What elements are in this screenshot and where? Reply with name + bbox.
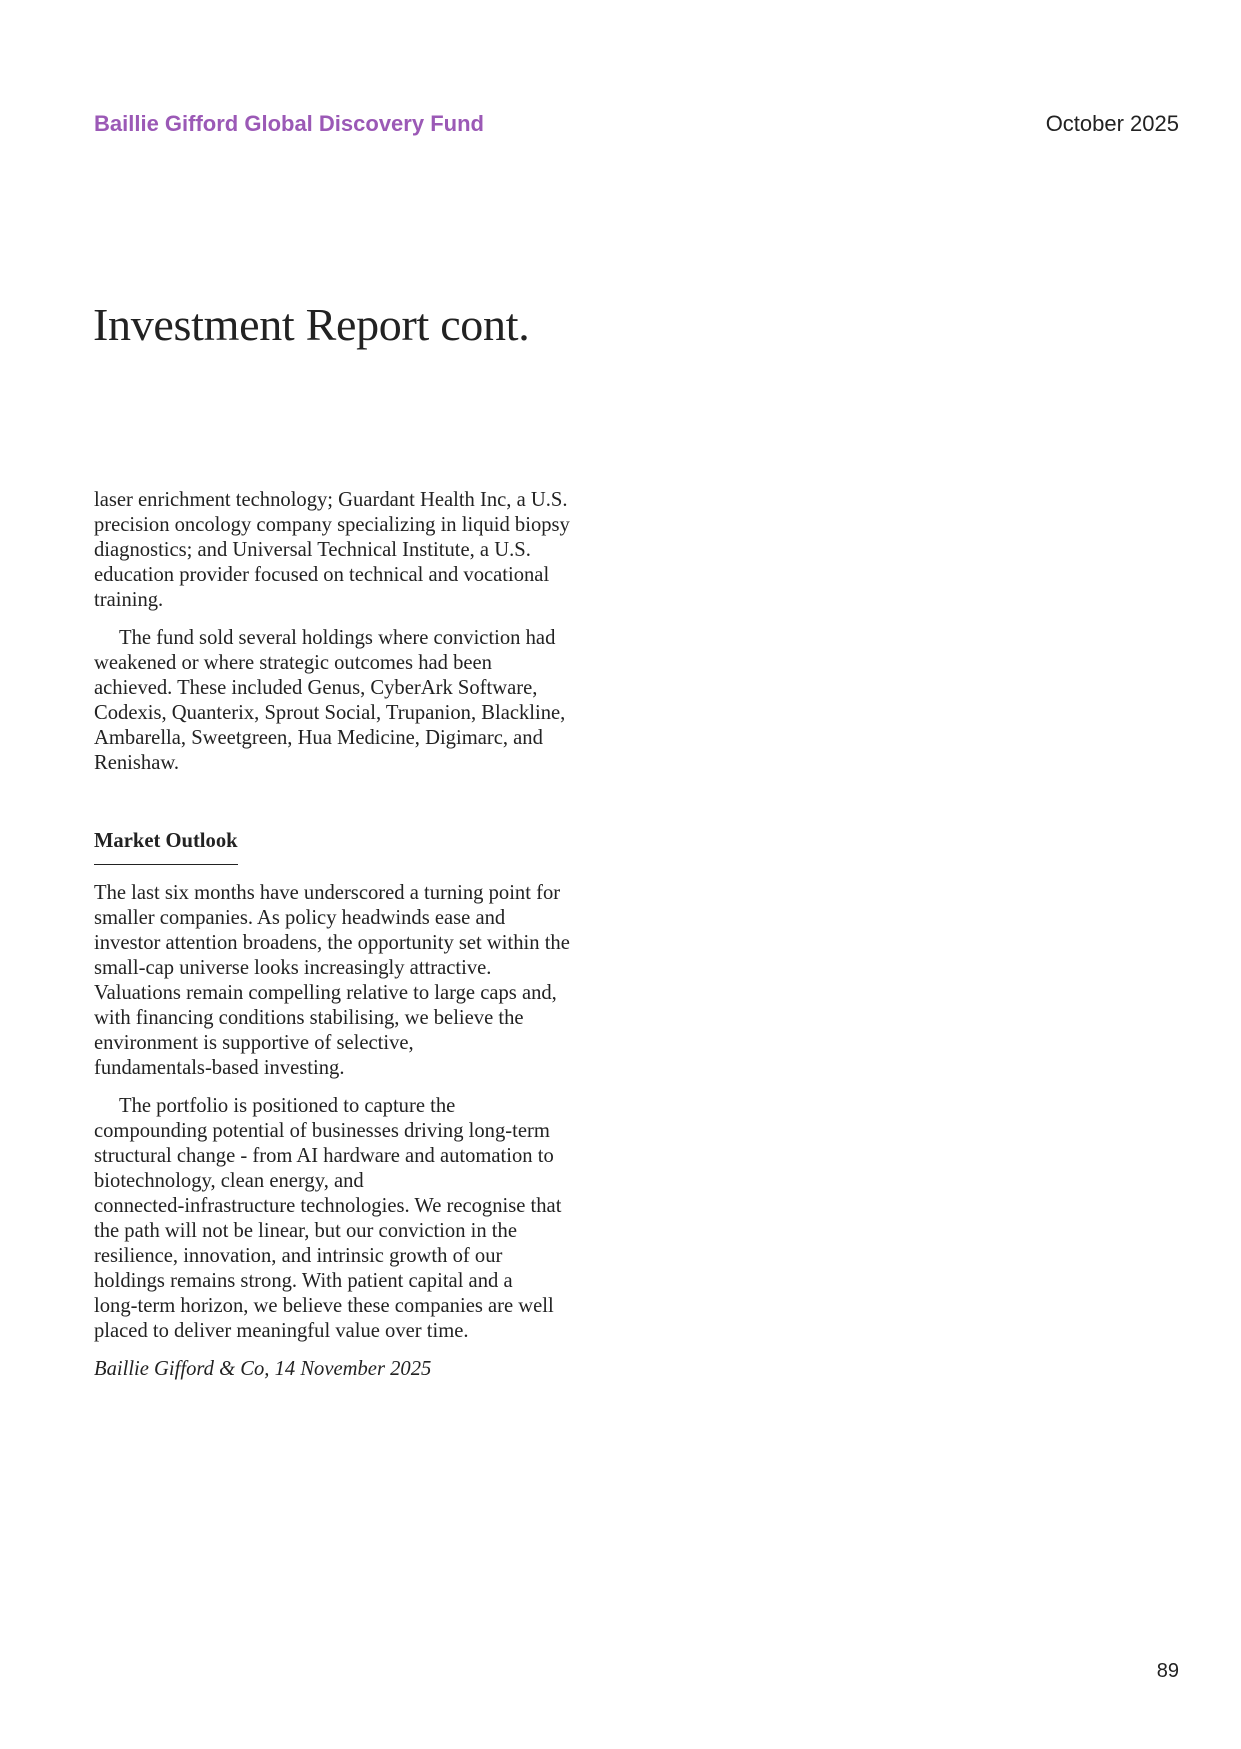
text-line: laser enrichment technology; Guardant Health Inc, a U.S.: [94, 489, 568, 511]
text-line: structural change - from AI hardware and automation to: [94, 1145, 554, 1167]
text-line: Ambarella, Sweetgreen, Hua Medicine, Digimarc, and: [94, 727, 543, 749]
section-heading: Market Outlook: [94, 829, 238, 865]
text-line: training.: [94, 589, 164, 611]
text-line: diagnostics; and Universal Technical Institute, a U.S.: [94, 539, 531, 561]
fund-name: Baillie Gifford Global Discovery Fund: [94, 111, 484, 136]
text-line: smaller companies. As policy headwinds ease and: [94, 907, 506, 929]
text-line: The fund sold several holdings where conviction had: [119, 627, 556, 649]
text-line: connected-infrastructure technologies. We recognise that: [94, 1195, 562, 1217]
text-line: the path will not be linear, but our conviction in the: [94, 1220, 517, 1242]
text-line: achieved. These included Genus, CyberArk Software,: [94, 677, 538, 699]
text-line: holdings remains strong. With patient capital and a: [94, 1270, 513, 1292]
paragraph-outlook: [94, 881, 634, 1081]
text-line: placed to deliver meaningful value over time.: [94, 1320, 469, 1342]
text-line: The portfolio is positioned to capture the: [119, 1095, 456, 1117]
text-line: environment is supportive of selective,: [94, 1032, 414, 1054]
text-line: small-cap universe looks increasingly attractive.: [94, 957, 492, 979]
text-line: long-term horizon, we believe these companies are well: [94, 1295, 554, 1317]
paragraph-additions: [94, 488, 634, 613]
text-line: fundamentals-based investing.: [94, 1057, 345, 1079]
page-number: 89: [1156, 1660, 1179, 1682]
text-line: compounding potential of businesses driving long-term: [94, 1120, 550, 1142]
text-line: biotechnology, clean energy, and: [94, 1170, 364, 1192]
text-line: Valuations remain compelling relative to large caps and,: [94, 982, 557, 1004]
text-line: education provider focused on technical and vocational: [94, 564, 550, 586]
text-line: with financing conditions stabilising, we believe the: [94, 1007, 524, 1029]
text-line: Codexis, Quanterix, Sprout Social, Trupanion, Blackline,: [94, 702, 566, 724]
text-line: precision oncology company specializing in liquid biopsy: [94, 514, 570, 536]
text-line: The last six months have underscored a turning point for: [94, 882, 561, 904]
signoff: Baillie Gifford & Co, 14 November 2025: [94, 1358, 432, 1380]
report-date: October 2025: [1045, 111, 1179, 136]
paragraph-disposals: [94, 626, 634, 776]
page-title: Investment Report cont.: [93, 299, 530, 350]
text-line: weakened or where strategic outcomes had been: [94, 652, 492, 674]
text-line: resilience, innovation, and intrinsic growth of our: [94, 1245, 503, 1267]
paragraph-portfolio: [94, 1094, 634, 1344]
text-column: [94, 488, 634, 1382]
text-line: Renishaw.: [94, 752, 180, 774]
text-line: investor attention broadens, the opportunity set within the: [94, 932, 570, 954]
